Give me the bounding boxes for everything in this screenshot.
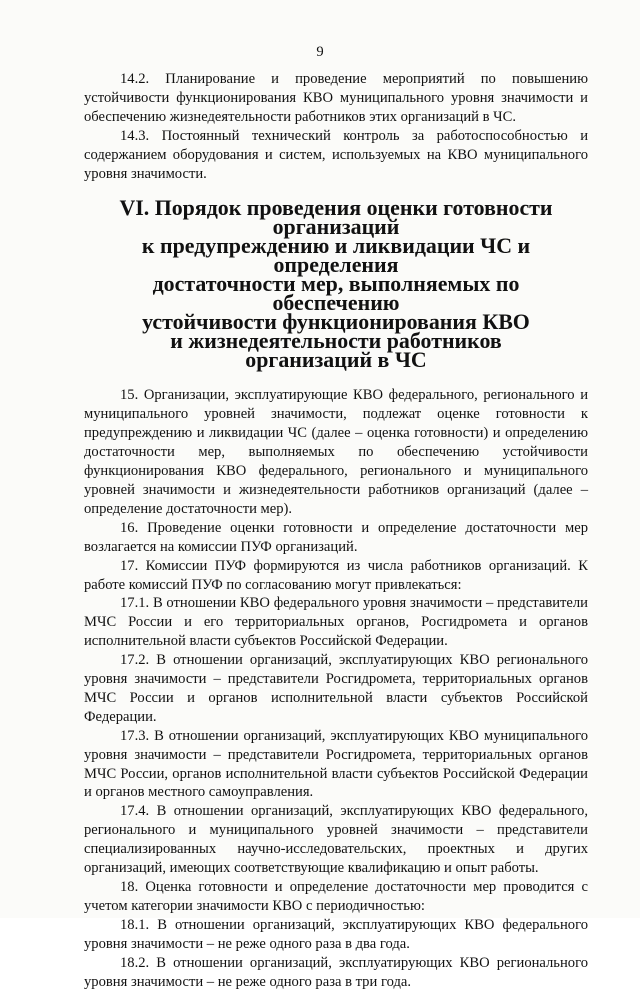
- section-heading-line: VI. Порядок проведения оценки готовности организаций: [119, 195, 553, 240]
- section-heading-line: и жизнедеятельности работников организаций в ЧС: [170, 328, 502, 373]
- paragraph-18: 18. Оценка готовности и определение достаточности мер проводится с учетом категории значимости КВО с периодичностью:: [84, 879, 588, 914]
- document-body: [84, 70, 588, 991]
- paragraph-17-3: 17.3. В отношении организаций, эксплуатирующих КВО муниципального уровня значимости – представители Росгидромета, территориальных органов МЧС России, органов исполнительной власти субъектов Российской Федерации и органов местного самоуправления.: [84, 727, 588, 801]
- paragraph-17-1: 17.1. В отношении КВО федерального уровня значимости – представители МЧС России и его территориальных органов, Росгидромета и органов исполнительной власти субъектов Российской Федерации.: [84, 595, 588, 650]
- paragraph-14-2: 14.2. Планирование и проведение мероприятий по повышению устойчивости функционирования КВО муниципального уровня значимости и обеспечению жизнедеятельности работников этих организаций в ЧС.: [84, 71, 588, 125]
- paragraph-14-3: 14.3. Постоянный технический контроль за работоспособностью и содержанием оборудования и систем, используемых на КВО муниципального уровня значимости.: [84, 127, 588, 182]
- section-heading-line: достаточности мер, выполняемых по обеспечению: [152, 271, 520, 316]
- section-heading: [84, 195, 588, 373]
- section-heading-line: к предупреждению и ликвидации ЧС и определения: [141, 233, 531, 278]
- paragraph-18-2: 18.2. В отношении организаций, эксплуатирующих КВО регионального уровня значимости – не реже одного раза в три года.: [84, 954, 588, 990]
- page-number: 9: [316, 44, 324, 60]
- paragraph-16: 16. Проведение оценки готовности и определение достаточности мер возлагается на комиссии ПУФ организаций.: [84, 519, 588, 555]
- paragraph-17: 17. Комиссии ПУФ формируются из числа работников организаций. К работе комиссий ПУФ по согласованию могут привлекаться:: [84, 557, 588, 593]
- paragraph-18-1: 18.1. В отношении организаций, эксплуатирующих КВО федерального уровня значимости – не реже одного раза в два года.: [84, 916, 588, 952]
- section-heading-line: устойчивости функционирования КВО: [142, 309, 530, 335]
- paragraph-15: 15. Организации, эксплуатирующие КВО федерального, регионального и муниципального уровней значимости, подлежат оценке готовности к предупреждению и ликвидации ЧС (далее – оценка готовности) и определению достаточности мер, выполняемых по обеспечению устойчивости функционирования КВО федерального, регионального и муниципального уровней значимости и жизнедеятельности работников организаций (далее – определение достаточности мер).: [84, 387, 588, 517]
- paragraph-17-2: 17.2. В отношении организаций, эксплуатирующих КВО регионального уровня значимости – представители Росгидромета, территориальных органов МЧС России и органов исполнительной власти субъектов Российской Федерации.: [84, 652, 588, 725]
- paragraph-17-4: 17.4. В отношении организаций, эксплуатирующих КВО федерального, регионального и муниципального уровней значимости – представители специализированных научно-исследовательских, проектных и других организаций, имеющих соответствующие квалификацию и опыт работы.: [84, 803, 588, 877]
